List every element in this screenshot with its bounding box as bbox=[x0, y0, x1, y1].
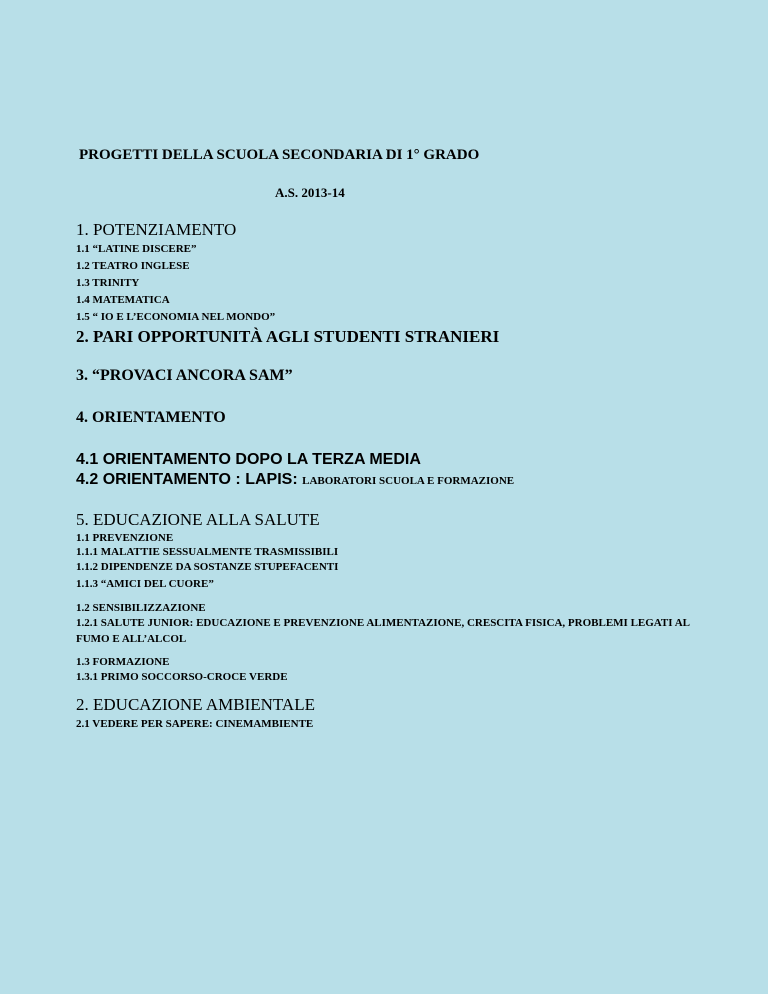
list-item: 1.4 MATEMATICA bbox=[76, 294, 170, 306]
section-heading-salute: 5. EDUCAZIONE ALLA SALUTE bbox=[76, 510, 320, 529]
list-item: 1.1.1 MALATTIE SESSUALMENTE TRASMISSIBILI bbox=[76, 546, 339, 558]
project-list bbox=[76, 219, 746, 733]
orientamento-sub-2-main: 4.2 ORIENTAMENTO : LAPIS: bbox=[76, 471, 298, 488]
orientamento-sub-1: 4.1 ORIENTAMENTO DOPO LA TERZA MEDIA bbox=[76, 451, 421, 468]
orientamento-sub-2-detail: LABORATORI SCUOLA E FORMAZIONE bbox=[302, 475, 515, 487]
list-item: 1.2.1 SALUTE JUNIOR: EDUCAZIONE E PREVENZIONE ALIMENTAZIONE, CRESCITA FISICA, PROBLEMI LEGATI AL FUMO E ALL’ALCOL bbox=[76, 617, 690, 645]
section-heading-provaci: 3. “PROVACI ANCORA SAM” bbox=[76, 367, 293, 384]
list-item: 1.2 SENSIBILIZZAZIONE bbox=[76, 602, 206, 614]
list-item: 1.1.3 “AMICI DEL CUORE” bbox=[76, 578, 214, 590]
orientamento-sub-2 bbox=[76, 470, 746, 491]
section-heading-potenziamento: 1. POTENZIAMENTO bbox=[76, 220, 237, 239]
section-heading-ambientale: 2. EDUCAZIONE AMBIENTALE bbox=[76, 695, 315, 714]
list-item: 1.3 TRINITY bbox=[76, 277, 140, 289]
list-item: 1.5 “ IO E L’ECONOMIA NEL MONDO” bbox=[76, 311, 276, 323]
list-item: 1.1.2 DIPENDENZE DA SOSTANZE STUPEFACENTI bbox=[76, 561, 339, 573]
list-item: 1.3.1 PRIMO SOCCORSO-CROCE VERDE bbox=[76, 671, 288, 683]
school-year: A.S. 2013-14 bbox=[275, 185, 345, 200]
list-item: 1.1 PREVENZIONE bbox=[76, 532, 174, 544]
section-heading-pari-opportunita: 2. PARI OPPORTUNITÀ AGLI STUDENTI STRANIERI bbox=[76, 327, 500, 346]
list-item: 1.1 “LATINE DISCERE” bbox=[76, 243, 197, 255]
document-title: PROGETTI DELLA SCUOLA SECONDARIA DI 1° GRADO bbox=[79, 147, 480, 163]
list-item: 2.1 VEDERE PER SAPERE: CINEMAMBIENTE bbox=[76, 718, 314, 730]
section-heading-orientamento: 4. ORIENTAMENTO bbox=[76, 409, 226, 426]
list-item: 1.2 TEATRO INGLESE bbox=[76, 260, 190, 272]
list-item: 1.3 FORMAZIONE bbox=[76, 656, 170, 668]
